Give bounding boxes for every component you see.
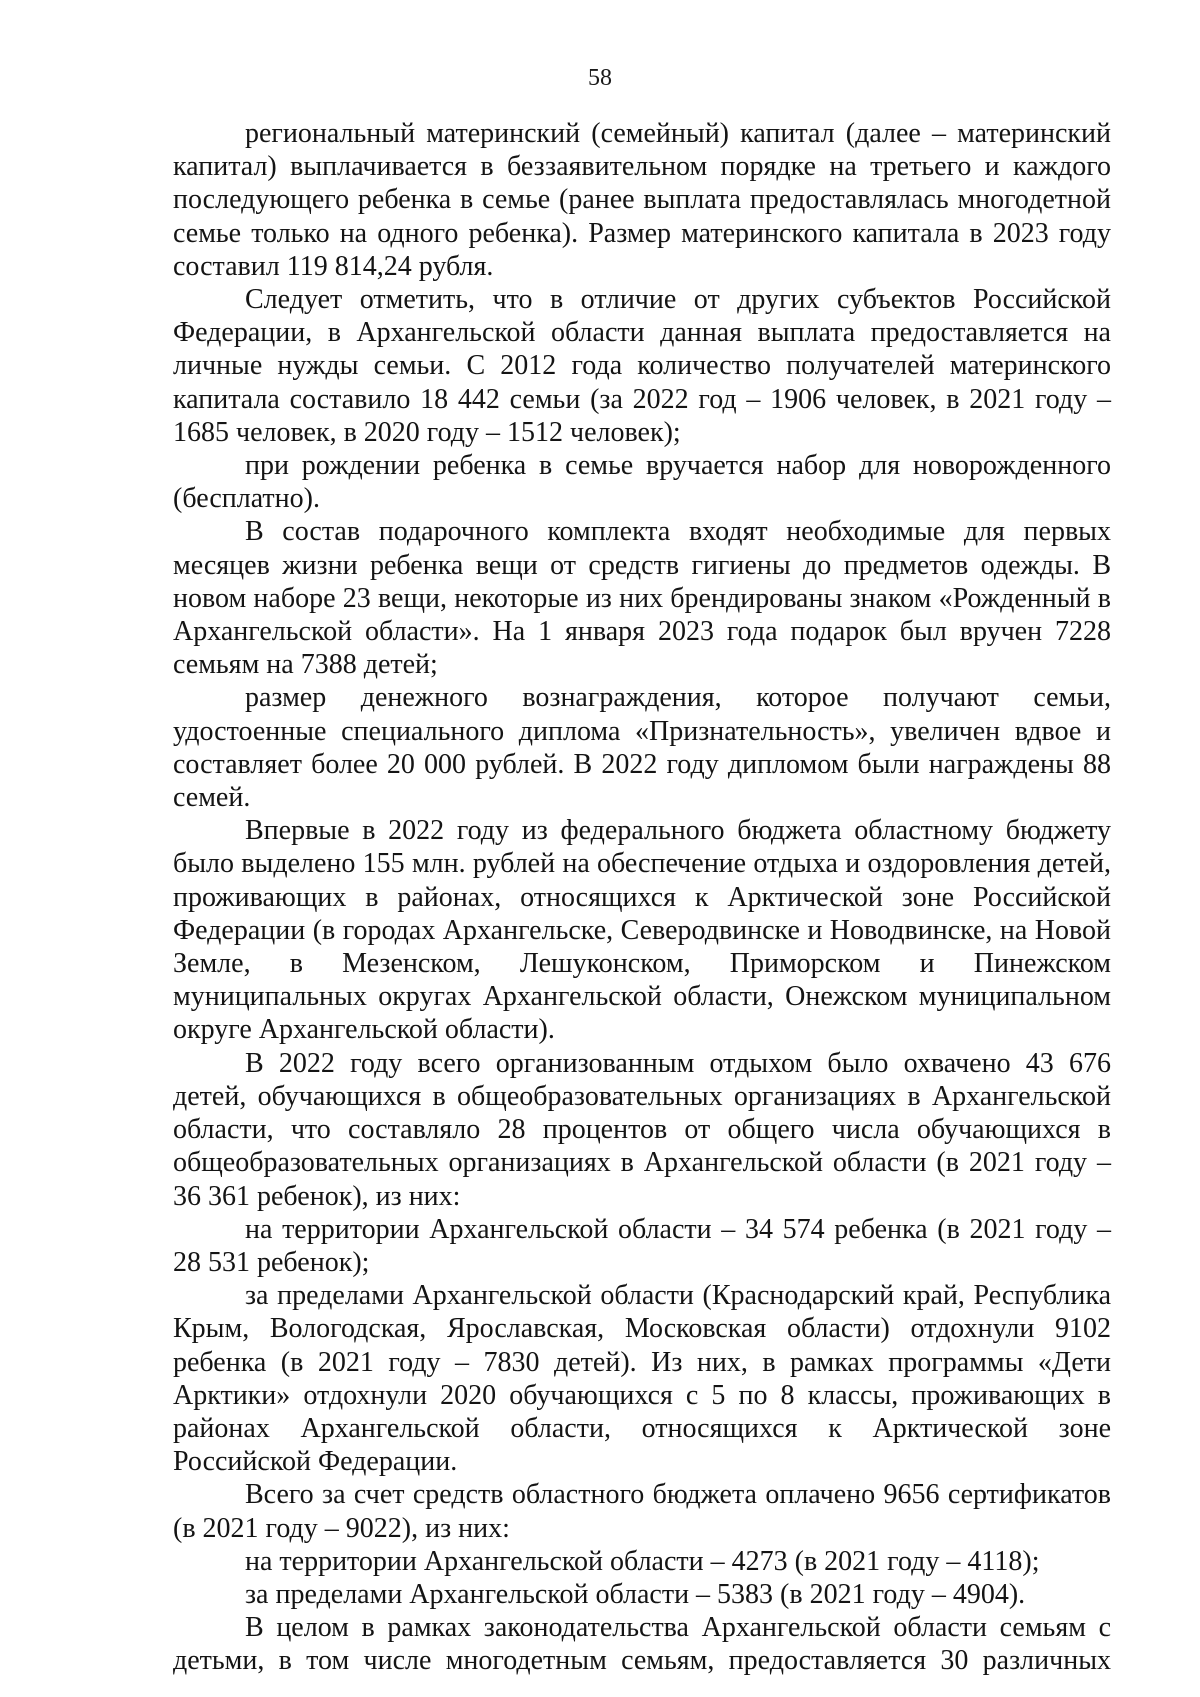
paragraph-rest-inside-region: на территории Архангельской области – 34 574 ребенка (в 2021 году – 28 531 ребенок); [173, 1213, 1111, 1278]
page-number: 58 [588, 65, 612, 91]
paragraph-organized-rest: В 2022 году всего организованным отдыхом было охвачено 43 676 детей, обучающихся в общеобразовательных организациях в Архангельской области, что составляло 28 процентов от общего числа обучающихся в общеобразовательных организациях в Архангельской области (в 2021 году – 36 361 ребенок), из них: [173, 1047, 1111, 1212]
paragraph-gift-set-contents: В состав подарочного комплекта входят необходимые для первых месяцев жизни ребенка вещи от средств гигиены до предметов одежды. В новом наборе 23 вещи, некоторые из них брендированы знаком «Рожденный в Архангельской области». На 1 января 2023 года подарок был вручен 7228 семьям на 7388 детей; [173, 516, 1111, 681]
paragraph-gratitude-diploma: размер денежного вознаграждения, которое получают семьи, удостоенные специального диплома «Признательность», увеличен вдвое и составляет более 20 000 рублей. В 2022 году дипломом были награждены 88 семей. [173, 682, 1111, 814]
paragraph-newborn-kit: при рождении ребенка в семье вручается набор для новорожденного (бесплатно). [173, 450, 1111, 515]
paragraph-certificates-total: Всего за счет средств областного бюджета оплачено 9656 сертификатов (в 2021 году – 9022), из них: [173, 1479, 1111, 1544]
paragraph-rest-outside-region: за пределами Архангельской области (Краснодарский край, Республика Крым, Вологодская, Ярославская, Московская области) отдохнули 9102 ребенка (в 2021 году – 7830 детей). Из них, в рамках программы «Дети Арктики» отдохнули 2020 обучающихся с 5 по 8 классы, проживающих в районах Архангельской области, относящихся к Арктической зоне Российской Федерации. [173, 1280, 1111, 1478]
paragraph-certificates-outside: за пределами Архангельской области – 5383 (в 2021 году – 4904). [245, 1578, 1026, 1610]
paragraph-maternity-capital-recipients: Следует отметить, что в отличие от других субъектов Российской Федерации, в Архангельской области данная выплата предоставляется на личные нужды семьи. С 2012 года количество получателей материнского капитала составило 18 442 семьи (за 2022 год – 1906 человек, в 2021 году – 1685 человек, в 2020 году – 1512 человек); [173, 284, 1111, 448]
paragraph-federal-funding: Впервые в 2022 году из федерального бюджета областному бюджету было выделено 155 млн. рублей на обеспечение отдыха и оздоровления детей, проживающих в районах, относящихся к Арктической зоне Российской Федерации (в городах Архангельске, Северодвинске и Новодвинске, на Новой Земле, в Мезенском, Лешуконском, Приморском и Пинежском муниципальных округах Архангельской области, Онежском муниципальном округе Архангельской области). [173, 815, 1111, 1046]
paragraph-certificates-inside: на территории Архангельской области – 4273 (в 2021 году – 4118); [245, 1545, 1040, 1577]
paragraph-family-support-measures: В целом в рамках законодательства Архангельской области семьям с детьми, в том числе многодетным семьям, предоставляется 30 различных [173, 1612, 1111, 1677]
document-body [173, 117, 1111, 1678]
paragraph-maternity-capital: региональный материнский (семейный) капитал (далее – материнский капитал) выплачивается в беззаявительном порядке на третьего и каждого последующего ребенка в семье (ранее выплата предоставлялась многодетной семье только на одного ребенка). Размер материнского капитала в 2023 году составил 119 814,24 рубля. [173, 118, 1111, 282]
